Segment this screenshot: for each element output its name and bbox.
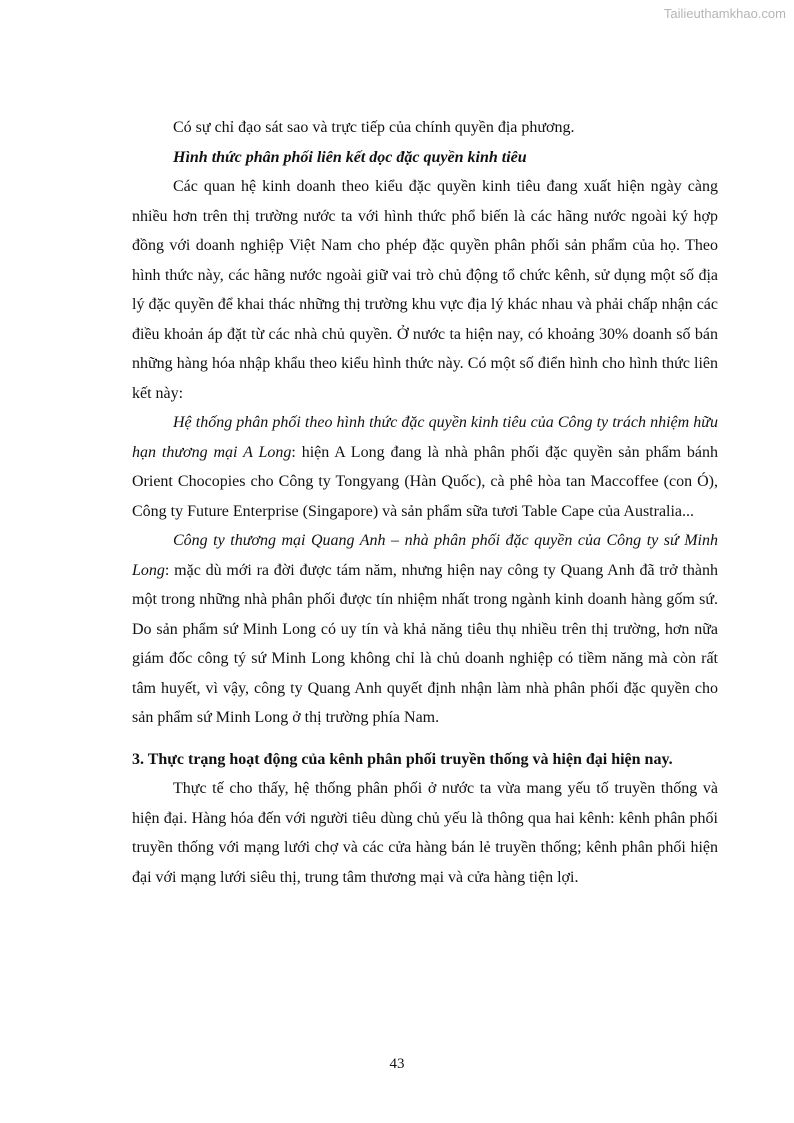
a-long-description: : hiện A Long đang là nhà phân phối đặc quyền sản phẩm bánh Orient Chocopies cho Công ty Tongyang (Hàn Quốc), cà phê hòa tan Maccoffee (con Ó), Công ty Future Enterprise (Singapore) và sản phẩm sữa tươi Table Cape của Australia... bbox=[132, 443, 718, 520]
section-heading-3: 3. Thực trạng hoạt động của kênh phân phối truyền thống và hiện đại hiện nay. bbox=[132, 750, 673, 768]
paragraph-local-government: Có sự chỉ đạo sát sao và trực tiếp của chính quyền địa phương. bbox=[173, 119, 575, 136]
quang-anh-title: Công ty thương mại Quang Anh – nhà phân phối đặc quyền của Công ty sứ Minh Long bbox=[132, 532, 718, 579]
paragraph-a-long-example bbox=[132, 408, 718, 526]
document-body bbox=[132, 113, 718, 892]
quang-anh-description: : mặc dù mới ra đời được tám năm, nhưng hiện nay công ty Quang Anh đã trở thành một trong những nhà phân phối được tín nhiệm nhất trong ngành kinh doanh hàng gốm sứ. Do sản phẩm sứ Minh Long có uy tín và khả năng tiêu thụ nhiều trên thị trường, hơn nữa giám đốc công tý sứ Minh Long không chỉ là chủ doanh nghiệp có tiềm năng mà còn rất tâm huyết, vì vậy, công ty Quang Anh quyết định nhận làm nhà phân phối đặc quyền cho sản phẩm sứ Minh Long ở thị trường phía Nam. bbox=[132, 561, 718, 726]
subheading-franchise-distribution: Hình thức phân phối liên kết dọc đặc quyền kinh tiêu bbox=[173, 148, 527, 166]
paragraph-quang-anh-example bbox=[132, 526, 718, 733]
watermark-text: Tailieuthamkhao.com bbox=[663, 6, 786, 21]
page-number: 43 bbox=[389, 1056, 405, 1072]
a-long-title: Hệ thống phân phối theo hình thức đặc quyền kinh tiêu của Công ty trách nhiệm hữu hạn thương mại A Long bbox=[132, 414, 718, 461]
paragraph-franchise-overview: Các quan hệ kinh doanh theo kiểu đặc quyền kinh tiêu đang xuất hiện ngày càng nhiều hơn trên thị trường nước ta với hình thức phổ biến là các hãng nước ngoài ký hợp đồng với doanh nghiệp Việt Nam cho phép đặc quyền phân phối sản phẩm của họ. Theo hình thức này, các hãng nước ngoài giữ vai trò chủ động tổ chức kênh, sử dụng một số địa lý đặc quyền để khai thác những thị trường khu vực địa lý khác nhau và phải chấp nhận các điều khoản áp đặt từ các nhà chủ quyền. Ở nước ta hiện nay, có khoảng 30% doanh số bán những hàng hóa nhập khẩu theo kiểu hình thức này. Có một số điển hình cho hình thức liên kết này: bbox=[132, 178, 718, 402]
paragraph-distribution-status: Thực tế cho thấy, hệ thống phân phối ở nước ta vừa mang yếu tố truyền thống và hiện đại. Hàng hóa đến với người tiêu dùng chủ yếu là thông qua hai kênh: kênh phân phối truyền thống với mạng lưới chợ và các cửa hàng bán lẻ truyền thống; kênh phân phối hiện đại với mạng lưới siêu thị, trung tâm thương mại và cửa hàng tiện lợi. bbox=[132, 780, 718, 886]
